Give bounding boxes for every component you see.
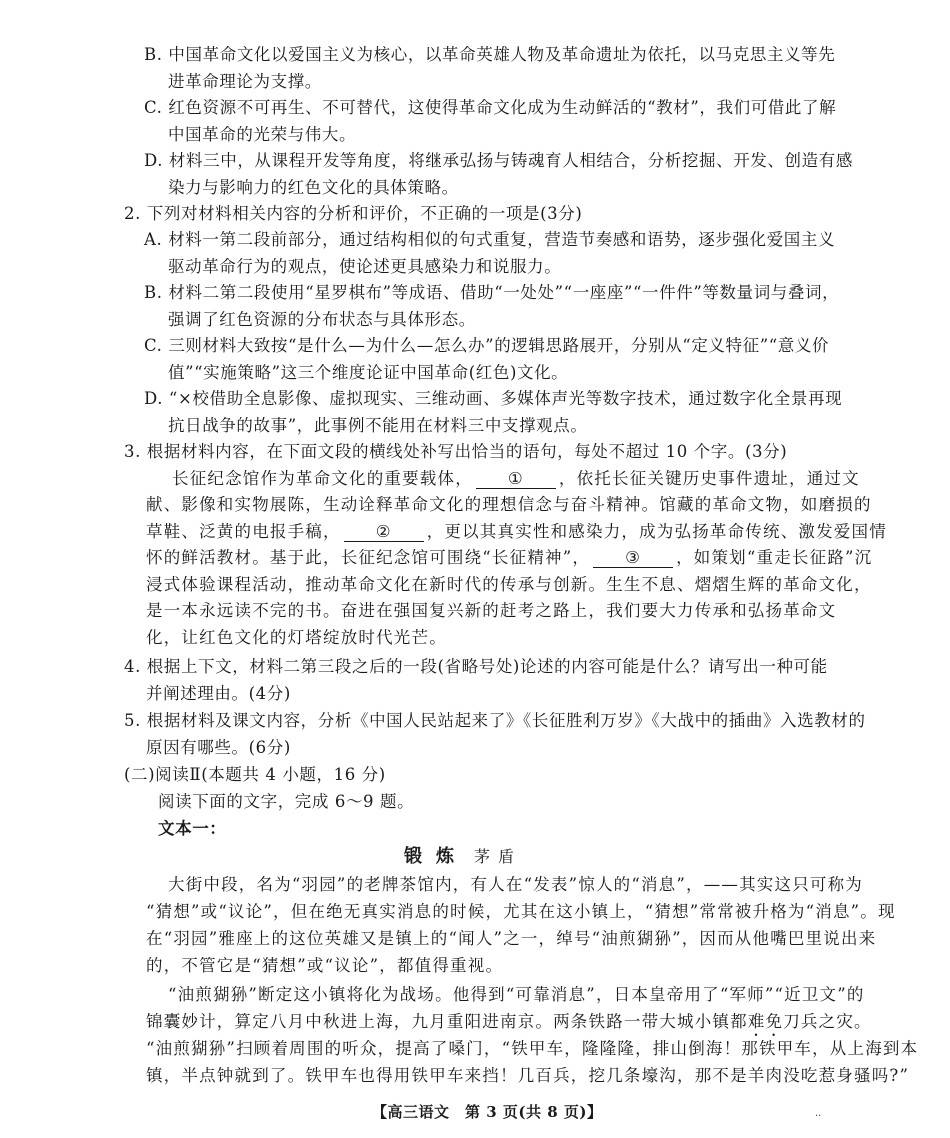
q3-passage-line7: 化，让红色文化的灯塔绽放时代光芒。	[146, 628, 447, 647]
story-line3: 在“羽园”雅座上的这位英雄又是镇上的“闻人”之一，绰号“油煎猢狲”，因而从他嘴巴里说出来	[146, 929, 877, 948]
q3-blank-1[interactable]: ①	[476, 470, 556, 489]
story-title: 锻炼	[404, 846, 468, 867]
q3-blank-2[interactable]: ②	[344, 523, 424, 542]
q2-option-d-line2: 抗日战争的故事”，此事例不能用在材料三中支撑观点。	[168, 416, 588, 435]
text-one-label: 文本一：	[158, 819, 227, 838]
story-line8: 镇，半点钟就到了。铁甲车也得用铁甲车来挡！几百兵，挖几条壕沟，那不是羊肉没吃惹身骚吗?”	[146, 1066, 910, 1085]
story-line1: 大街中段，名为“羽园”的老牌茶馆内，有人在“发表”惊人的“消息”，——其实这只可称为	[168, 875, 864, 894]
q2-option-c-line1: C. 三则材料大致按“是什么—为什么—怎么办”的逻辑思路展开，分别从“定义特征”“意义价	[144, 336, 830, 355]
q2-option-b-line2: 强调了红色资源的分布状态与具体形态。	[168, 310, 476, 329]
story-line5: “油煎猢狲”断定这小镇将化为战场。他得到“可靠消息”，日本皇帝用了“军师”“近卫文”的	[168, 985, 865, 1004]
section2-heading: (二)阅读Ⅱ(本题共 4 小题，16 分)	[124, 765, 386, 784]
emphasis-dots-text: 难免	[747, 1012, 784, 1031]
section2-instruction: 阅读下面的文字，完成 6～9 题。	[158, 792, 415, 811]
q1-option-c-line2: 中国革命的光荣与伟大。	[168, 125, 357, 144]
q3-passage-line3: 草鞋、泛黄的电报手稿， ② ，更以其真实性和感染力，成为弘扬革命传统、激发爱国情	[146, 522, 887, 541]
q3-passage-line1: 长征纪念馆作为革命文化的重要载体， ① ，依托长征关键历史事件遗址，通过文	[172, 469, 860, 488]
q2-option-c-line2: 值”“实施策略”这三个维度论证中国革命(红色)文化。	[168, 363, 569, 382]
q2-option-a-line1: A. 材料一第二段前部分，通过结构相似的句式重复，营造节奏感和语势，逐步强化爱国主义	[144, 230, 836, 249]
page-footer: 【高三语文 第 3 页(共 8 页)】	[372, 1103, 603, 1121]
q1-option-b-line1: B. 中国革命文化以爱国主义为核心，以革命英雄人物及革命遗址为依托，以马克思主义等先	[144, 45, 836, 64]
q2-option-b-line1: B. 材料二第二段使用“星罗棋布”等成语、借助“一处处”“一座座”“一件件”等数量词与叠词，	[144, 283, 840, 302]
story-line4: 的，不管它是“猜想”或“议论”，都值得重视。	[146, 956, 504, 975]
q1-option-c-line1: C. 红色资源不可再生、不可替代，这使得革命文化成为生动鲜活的“教材”，我们可借此了解	[144, 98, 837, 117]
q2-stem: 2. 下列对材料相关内容的分析和评价，不正确的一项是(3分)	[124, 204, 583, 223]
q2-option-a-line2: 驱动革命行为的观点，使论述更具感染力和说服力。	[168, 257, 562, 276]
story-author: 茅盾	[474, 847, 523, 866]
corner-mark: ..	[815, 1108, 822, 1119]
story-line7: “油煎猢狲”扫顾着周围的听众，提高了嗓门，“铁甲车，隆隆隆，排山倒海！那铁甲车，从上海到本	[146, 1039, 919, 1058]
q4-line1: 4. 根据上下文，材料二第三段之后的一段(省略号处)论述的内容可能是什么？请写出一种可能	[124, 657, 828, 676]
q1-option-d-line1: D. 材料三中，从课程开发等角度，将继承弘扬与铸魂育人相结合，分析挖掘、开发、创造有感	[144, 151, 853, 170]
story-line6: 锦囊妙计，算定八月中秋进上海，九月重阳进南京。两条铁路一带大城小镇都难免刀兵之灾。	[146, 1012, 872, 1031]
q3-passage-line2: 献、影像和实物展陈，生动诠释革命文化的理想信念与奋斗精神。馆藏的革命文物，如磨损的	[146, 495, 872, 514]
q3-passage-line6: 是一本永远读不完的书。奋进在强国复兴新的赶考之路上，我们要大力传承和弘扬革命文	[146, 601, 837, 620]
q1-option-b-line2: 进革命理论为支撑。	[168, 72, 322, 91]
q5-line1: 5. 根据材料及课文内容，分析《中国人民站起来了》《长征胜利万岁》《大战中的插曲》入选教材的	[124, 711, 866, 730]
q1-option-d-line2: 染力与影响力的红色文化的具体策略。	[168, 178, 459, 197]
q3-blank-3[interactable]: ③	[593, 549, 673, 568]
q3-passage-line5: 浸式体验课程活动，推动革命文化在新时代的传承与创新。生生不息、熠熠生辉的革命文化，	[146, 575, 872, 594]
story-title-line	[404, 846, 522, 868]
q3-stem: 3. 根据材料内容，在下面文段的横线处补写出恰当的语句，每处不超过 10 个字。(3分)	[124, 442, 788, 461]
story-line2: “猜想”或“议论”，但在绝无真实消息的时候，尤其在这小镇上，“猜想”常常被升格为“消息”。现	[146, 902, 896, 921]
q4-line2: 并阐述理由。(4分)	[146, 684, 291, 703]
q3-passage-line4: 怀的鲜活教材。基于此，长征纪念馆可围绕“长征精神”， ③ ，如策划“重走长征路”沉	[146, 548, 873, 567]
q2-option-d-line1: D. “×校借助全息影像、虚拟现实、三维动画、多媒体声光等数字技术，通过数字化全景再现	[144, 389, 843, 408]
q5-line2: 原因有哪些。(6分)	[146, 738, 291, 757]
